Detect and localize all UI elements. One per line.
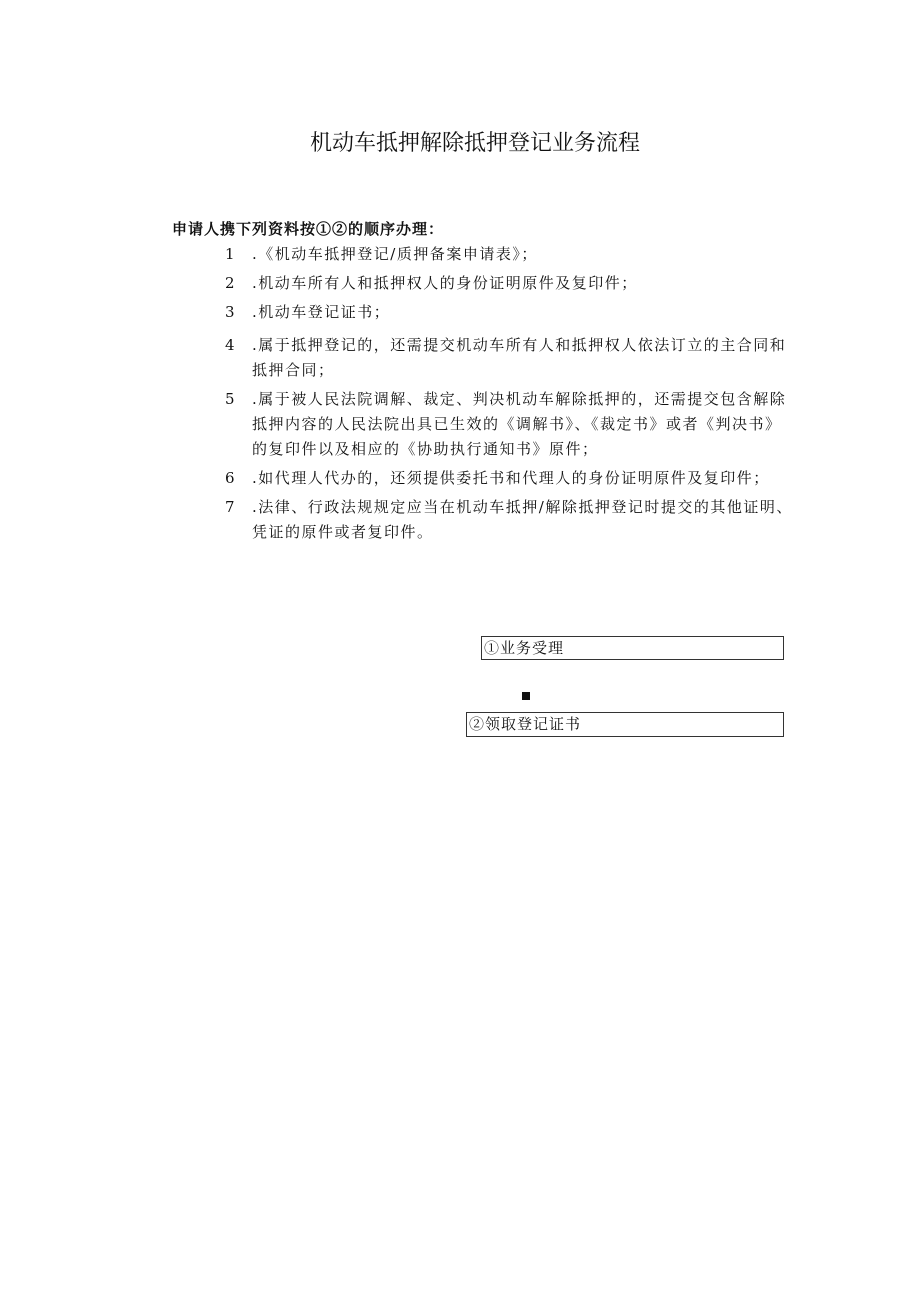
flow-step-business-acceptance: ①业务受理 [481,636,784,660]
item-text: .属于抵押登记的，还需提交机动车所有人和抵押权人依法订立的主合同和抵押合同； [252,336,787,379]
list-item [225,300,795,325]
list-item [225,387,795,462]
item-text: .机动车登记证书； [252,303,391,321]
item-text: .属于被人民法院调解、裁定、判决机动车解除抵押的，还需提交包含解除抵押内容的人民法院出具已生效的《调解书》、《裁定书》或者《判决书》的复印件以及相应的《协助执行通知书》原件； [252,390,787,458]
item-number: 2 [225,274,237,292]
item-text: .如代理人代办的，还须提供委托书和代理人的身份证明原件及复印件； [252,469,770,487]
item-number: 5 [225,390,237,408]
flow-step-collect-certificate: ②领取登记证书 [466,712,784,737]
item-text: .机动车所有人和抵押权人的身份证明原件及复印件； [252,274,638,292]
intro-text: 申请人携下列资料按①②的顺序办理： [172,220,445,238]
requirements-list [225,242,795,549]
item-text: .法律、行政法规规定应当在机动车抵押/解除抵押登记时提交的其他证明、凭证的原件或者复印件。 [252,498,793,541]
flow-connector-square-icon [522,692,530,700]
list-item [225,495,795,545]
item-number: 7 [225,498,237,516]
list-item [225,271,795,296]
list-item [225,466,795,491]
item-number: 4 [225,336,237,354]
item-number: 1 [225,245,237,263]
list-item [225,333,795,383]
item-text: .《机动车抵押登记/质押备案申请表》； [252,245,538,263]
item-number: 6 [225,469,237,487]
item-number: 3 [225,303,237,321]
list-item [225,242,795,267]
page-title: 机动车抵押解除抵押登记业务流程 [309,131,640,156]
